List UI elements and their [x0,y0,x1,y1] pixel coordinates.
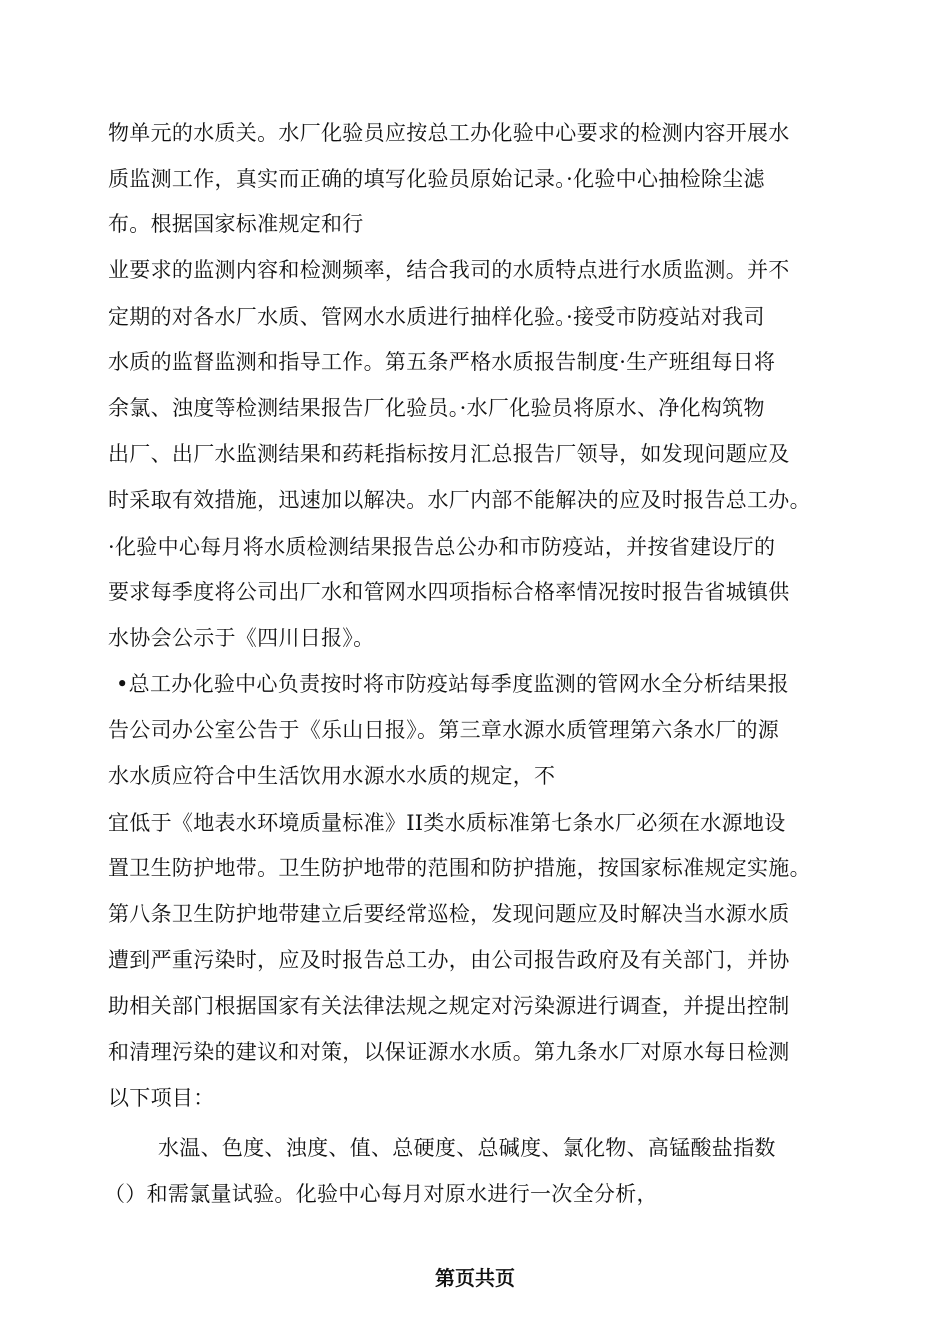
text-line: 要求每季度将公司出厂水和管网水四项指标合格率情况按时报告省城镇供 [108,580,790,604]
text-line: 告公司办公室公告于《乐山日报》。第三章水源水质管理第六条水厂的源 [108,718,780,742]
text-line: 业要求的监测内容和检测频率，结合我司的水质特点进行水质监测。并不 [108,258,790,282]
page-footer: 第页共页 [435,1266,515,1290]
text-line: 宜低于《地表水环境质量标准》II类水质标准第七条水厂必须在水源地设 [108,811,786,835]
text-line: 质监测工作，真实而正确的填写化验员原始记录。·化验中心抽检除尘滤 [108,167,765,191]
text-line: 遭到严重污染时，应及时报告总工办，由公司报告政府及有关部门，并协 [108,948,790,972]
text-line: 以下项目： [108,1086,215,1110]
text-line: 水质的监督监测和指导工作。第五条严格水质报告制度·生产班组每日将 [108,350,776,374]
text-line: 水协会公示于《四川日报》。 [108,626,375,650]
text-line: 和清理污染的建议和对策，以保证源水水质。第九条水厂对原水每日检测 [108,1040,790,1064]
text-line: 置卫生防护地带。卫生防护地带的范围和防护措施，按国家标准规定实施。 [108,856,811,880]
text-line: 水水质应符合中生活饮用水源水水质的规定，不 [108,764,556,788]
text-line: （）和需氯量试验。化验中心每月对原水进行一次全分析， [104,1182,658,1206]
text-line: •总工办化验中心负责按时将市防疫站每季度监测的管网水全分析结果报 [116,672,789,696]
text-line: 余氯、浊度等检测结果报告厂化验员。·水厂化验员将原水、净化构筑物 [108,396,765,420]
text-line: 助相关部门根据国家有关法律法规之规定对污染源进行调查，并提出控制 [108,994,790,1018]
text-line: ·化验中心每月将水质检测结果报告总公办和市防疫站，并按省建设厅的 [108,535,776,559]
text-line: 布。根据国家标准规定和行 [108,212,364,236]
text-line: 物单元的水质关。水厂化验员应按总工办化验中心要求的检测内容开展水 [108,121,790,145]
text-line: 出厂、出厂水监测结果和药耗指标按月汇总报告厂领导，如发现问题应及 [108,442,790,466]
text-line: 定期的对各水厂水质、管网水水质进行抽样化验。·接受市防疫站对我司 [108,305,765,329]
text-line: 时采取有效措施，迅速加以解决。水厂内部不能解决的应及时报告总工办。 [108,488,811,512]
text-line: 第八条卫生防护地带建立后要经常巡检，发现问题应及时解决当水源水质 [108,902,790,926]
text-line: 水温、色度、浊度、值、总硬度、总碱度、氯化物、高锰酸盐指数 [158,1136,776,1160]
